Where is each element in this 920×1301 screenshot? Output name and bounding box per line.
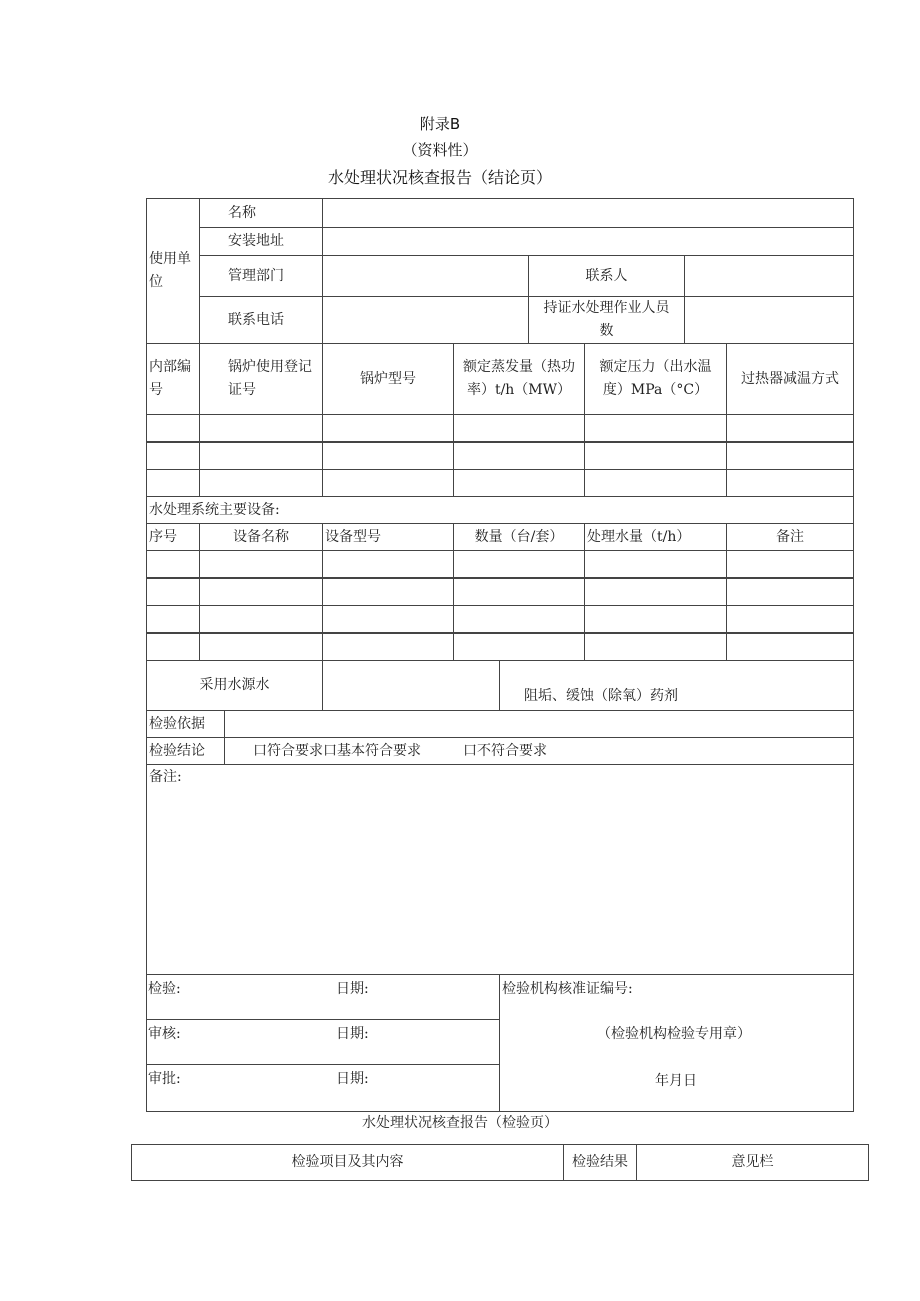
equip-row-cell[interactable] — [146, 578, 200, 606]
boiler-row-cell[interactable] — [322, 414, 454, 442]
equip-row-cell[interactable] — [453, 550, 585, 578]
equip-header-4: 处理水量（t/h） — [584, 523, 727, 551]
boiler-row-cell[interactable] — [199, 414, 323, 442]
conclusion-options[interactable]: 口符合要求口基本符合要求 口不符合要求 — [224, 737, 854, 765]
boiler-row-cell[interactable] — [726, 469, 854, 497]
boiler-row-cell[interactable] — [453, 442, 585, 470]
boiler-row-cell[interactable] — [453, 469, 585, 497]
boiler-header-2: 锅炉型号 — [322, 343, 454, 415]
inspect-label: 检验: — [148, 981, 181, 997]
inspect-date-label: 日期: — [336, 981, 369, 997]
contact-field[interactable] — [684, 255, 854, 297]
equip-row-cell[interactable] — [199, 550, 323, 578]
inspect-row[interactable] — [146, 974, 500, 1020]
equipment-section-label: 水处理系统主要设备: — [146, 496, 854, 524]
phone-label: 联系电话 — [199, 296, 323, 344]
inspection-page-title: 水处理状况核查报告（检验页） — [362, 1115, 558, 1131]
boiler-row-cell[interactable] — [146, 469, 200, 497]
boiler-row-cell[interactable] — [199, 442, 323, 470]
boiler-row-cell[interactable] — [322, 442, 454, 470]
water-source-label: 采用水源水 — [146, 660, 323, 711]
equip-row-cell[interactable] — [726, 605, 854, 633]
boiler-row-cell[interactable] — [726, 414, 854, 442]
boiler-header-4: 额定压力（出水温度）MPa（°C） — [584, 343, 727, 415]
equip-row-cell[interactable] — [322, 633, 454, 661]
boiler-header-0: 内部编号 — [146, 343, 200, 415]
equip-row-cell[interactable] — [453, 633, 585, 661]
approve-row[interactable] — [146, 1064, 500, 1112]
equip-row-cell[interactable] — [146, 633, 200, 661]
contact-label: 联系人 — [528, 255, 685, 297]
basis-field[interactable] — [224, 710, 854, 738]
conclusion-form-table — [147, 199, 855, 1113]
inspection-header-0: 检验项目及其内容 — [131, 1144, 564, 1181]
equip-row-cell[interactable] — [146, 605, 200, 633]
equip-row-cell[interactable] — [584, 550, 727, 578]
ymd-label: 年月日 — [655, 1073, 697, 1089]
equip-row-cell[interactable] — [199, 578, 323, 606]
boiler-row-cell[interactable] — [726, 442, 854, 470]
equip-row-cell[interactable] — [322, 550, 454, 578]
equip-row-cell[interactable] — [322, 578, 454, 606]
equip-header-3: 数量（台/套） — [453, 523, 585, 551]
boiler-header-5: 过热器减温方式 — [726, 343, 854, 415]
equip-row-cell[interactable] — [199, 605, 323, 633]
remarks-label[interactable]: 备注: — [146, 764, 854, 975]
boiler-header-3: 额定蒸发量（热功率）t/h（MW） — [453, 343, 585, 415]
boiler-row-cell[interactable] — [322, 469, 454, 497]
dept-label: 管理部门 — [199, 255, 323, 297]
water-source-field[interactable] — [322, 660, 500, 711]
equip-row-cell[interactable] — [726, 578, 854, 606]
stamp-label: （检验机构检验专用章） — [597, 1026, 751, 1042]
approve-label: 审批: — [148, 1071, 181, 1087]
certified-label: 持证水处理作业人员数 — [528, 296, 685, 344]
phone-field[interactable] — [322, 296, 529, 344]
appendix-nature: （资料性） — [402, 141, 478, 159]
equip-row-cell[interactable] — [726, 550, 854, 578]
equip-row-cell[interactable] — [453, 605, 585, 633]
inspection-page-table — [132, 1145, 870, 1182]
boiler-row-cell[interactable] — [453, 414, 585, 442]
name-field[interactable] — [322, 198, 854, 228]
boiler-row-cell[interactable] — [146, 414, 200, 442]
basis-label: 检验依据 — [146, 710, 225, 738]
equip-row-cell[interactable] — [322, 605, 454, 633]
org-cert-label: 检验机构核准证编号: — [502, 981, 633, 997]
equip-row-cell[interactable] — [584, 578, 727, 606]
report-title: 水处理状况核查报告（结论页） — [327, 168, 552, 187]
equip-row-cell[interactable] — [584, 633, 727, 661]
address-label: 安装地址 — [199, 227, 323, 256]
equip-header-0: 序号 — [146, 523, 200, 551]
approve-date-label: 日期: — [336, 1071, 369, 1087]
certified-field[interactable] — [684, 296, 854, 344]
review-label: 审核: — [148, 1026, 181, 1042]
equip-row-cell[interactable] — [146, 550, 200, 578]
dept-field[interactable] — [322, 255, 529, 297]
name-label: 名称 — [199, 198, 323, 228]
boiler-row-cell[interactable] — [199, 469, 323, 497]
equip-header-1: 设备名称 — [199, 523, 323, 551]
unit-label: 使用单位 — [146, 198, 200, 344]
review-date-label: 日期: — [336, 1026, 369, 1042]
equip-row-cell[interactable] — [584, 605, 727, 633]
equip-row-cell[interactable] — [199, 633, 323, 661]
address-field[interactable] — [322, 227, 854, 256]
boiler-row-cell[interactable] — [584, 414, 727, 442]
equip-header-2: 设备型号 — [322, 523, 454, 551]
boiler-row-cell[interactable] — [584, 442, 727, 470]
boiler-row-cell[interactable] — [146, 442, 200, 470]
conclusion-label: 检验结论 — [146, 737, 225, 765]
equip-header-5: 备注 — [726, 523, 854, 551]
boiler-header-1: 锅炉使用登记证号 — [199, 343, 323, 415]
inspection-header-1: 检验结果 — [563, 1144, 637, 1181]
boiler-row-cell[interactable] — [584, 469, 727, 497]
equip-row-cell[interactable] — [453, 578, 585, 606]
appendix-label: 附录B — [419, 115, 461, 133]
equip-row-cell[interactable] — [726, 633, 854, 661]
review-row[interactable] — [146, 1019, 500, 1065]
inspection-header-2: 意见栏 — [636, 1144, 869, 1181]
chemical-label: 阻垢、缓蚀（除氧）药剂 — [499, 660, 854, 711]
